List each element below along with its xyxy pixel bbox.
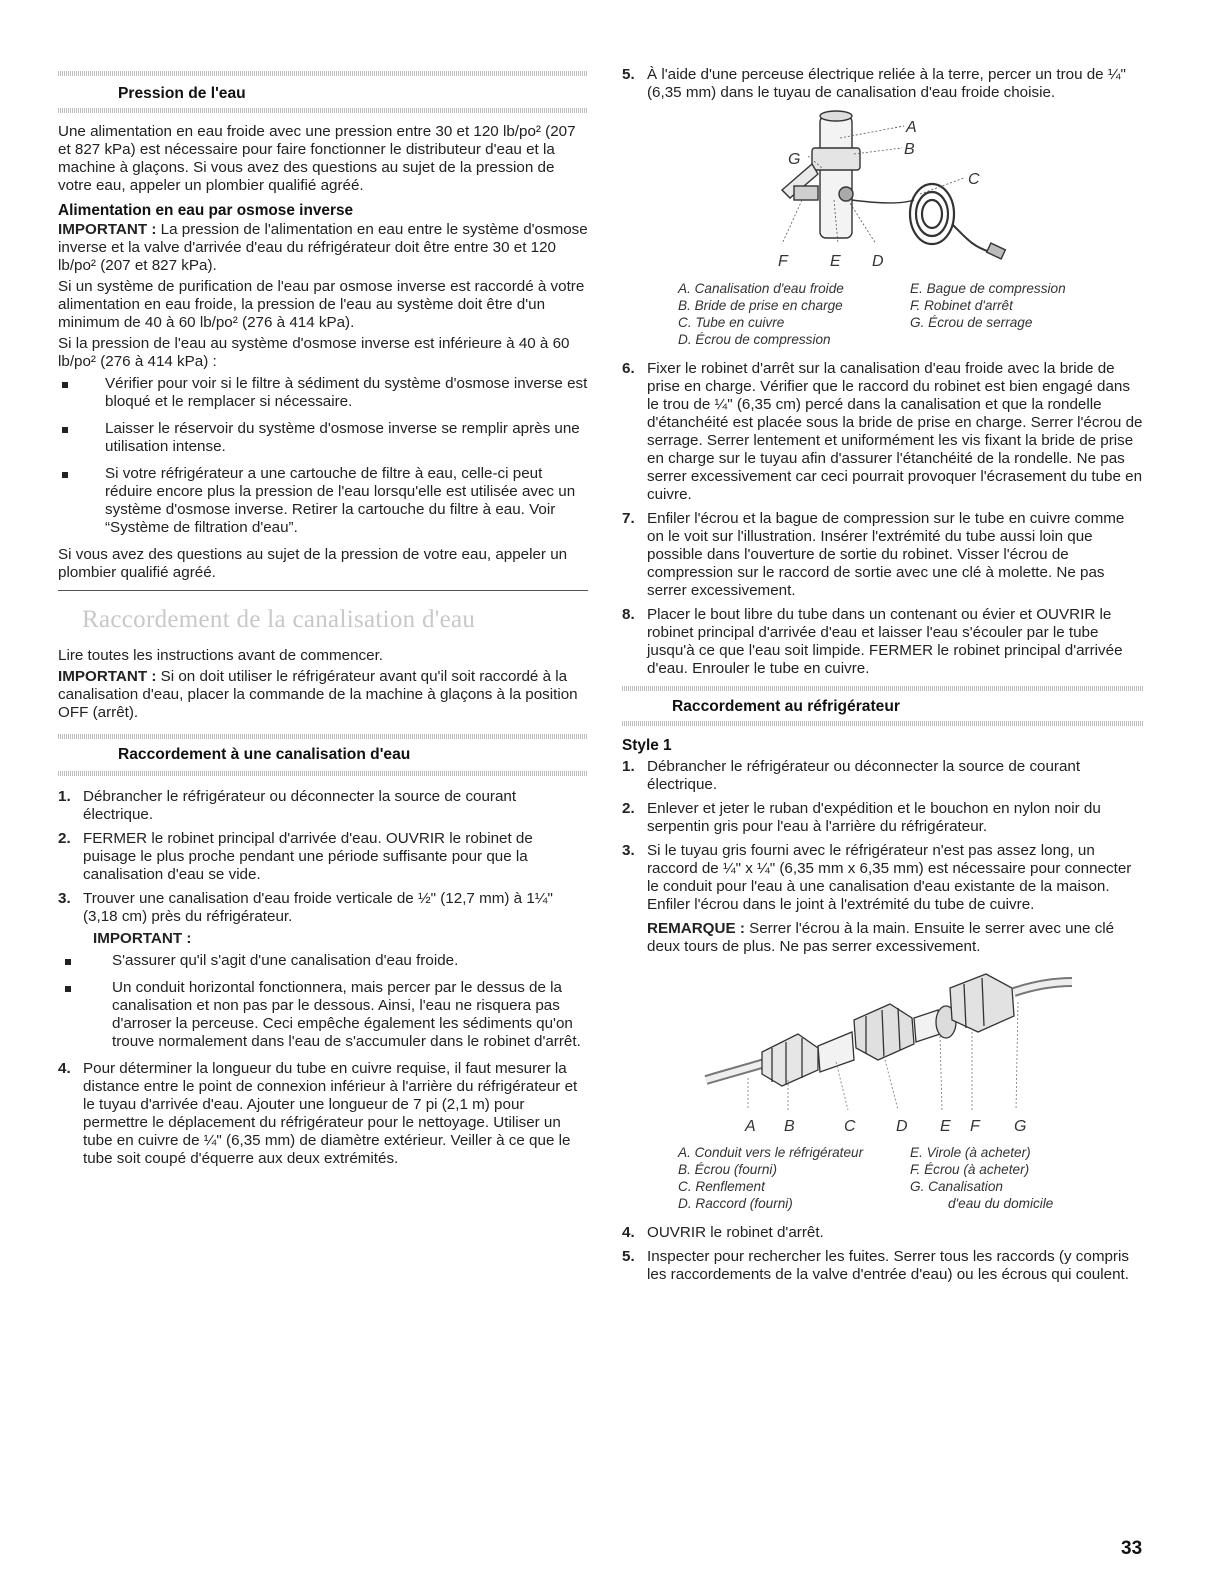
fig1-letter-b: B <box>904 141 915 158</box>
step-text: Débrancher le réfrigérateur ou déconnecter la source de courant électrique. <box>647 758 1081 793</box>
important-paragraph <box>58 221 588 275</box>
list-item <box>622 606 1144 678</box>
fig2-letter-e: E <box>940 1118 951 1135</box>
list-item <box>622 1224 1144 1242</box>
step-number: 2. <box>622 800 635 817</box>
page-number: 33 <box>1121 1538 1143 1559</box>
step-text: OUVRIR le robinet d'arrêt. <box>647 1224 824 1241</box>
important-label: IMPORTANT : <box>93 930 192 947</box>
paragraph: Si vous avez des questions au sujet de la pression de votre eau, appeler un plombier qualifié agréé. <box>58 546 568 581</box>
dotted-rule <box>58 71 588 76</box>
note-paragraph <box>647 920 1144 956</box>
step-text: Placer le bout libre du tube dans un contenant ou évier et OUVRIR le robinet principal d'arrivée d'eau et laisser l'eau s'écouler par le tube jusqu'à ce que l'eau soit limpide. FERMER le robinet principal d'arrivée d'eau. Enrouler le tube en cuivre. <box>647 606 1123 677</box>
paragraph: Une alimentation en eau froide avec une pression entre 30 et 120 lb/po² (207 et 827 kPa) est nécessaire pour faire fonctionner le distributeur d'eau et la machine à glaçons. Si vous avez des questions au sujet de la pression de votre eau, appeler un plombier qualifié agréé. <box>58 123 576 194</box>
list-item <box>622 66 1144 102</box>
bullet-list <box>61 952 588 1051</box>
note-text: Serrer l'écrou à la main. Ensuite le serrer avec une clé deux tours de plus. Ne pas serrer excessivement. <box>647 920 1115 955</box>
list-item <box>58 890 588 1051</box>
step-text: Si le tuyau gris fourni avec le réfrigérateur n'est pas assez long, un raccord de ¼" x ¼" (6,35 mm x 6,35 mm) est nécessaire pour connecter le conduit pour l'eau à une canalisation d'eau existante de la maison. Enfiler l'écrou dans le joint à l'extrémité du tube de cuivre. <box>647 842 1132 913</box>
fitting-illustration <box>622 962 1144 1122</box>
bullet-list <box>58 375 588 537</box>
fig2-letters <box>622 1118 1144 1138</box>
step-text: Enfiler l'écrou et la bague de compression sur le tube en cuivre comme on le voit sur l'illustration. Insérer l'extrémité du tube aussi loin que possible dans l'ouverture de sortie du robinet. Visser l'écrou de compression sur le raccord de sortie avec une clé à molette. Ne pas serrer excessivement. <box>647 510 1125 599</box>
fig2-letter-g: G <box>1014 1118 1027 1135</box>
style-title: Style 1 <box>622 737 672 754</box>
step-number: 4. <box>622 1224 635 1241</box>
dotted-rule <box>58 734 588 739</box>
caption-item: A. Canalisation d'eau froide <box>678 281 844 296</box>
dotted-rule <box>58 771 588 776</box>
caption-item: B. Bride de prise en charge <box>678 298 843 313</box>
numbered-list <box>622 360 1144 678</box>
caption-item: E. Virole (à acheter) <box>910 1145 1031 1160</box>
fig1-letter-e: E <box>830 253 841 270</box>
caption-item: G. Canalisation <box>910 1179 1003 1194</box>
left-column <box>58 0 588 1174</box>
step-number: 5. <box>622 1248 635 1265</box>
step-number: 8. <box>622 606 635 623</box>
dotted-rule <box>622 721 1144 726</box>
section-title-osmose: Alimentation en eau par osmose inverse <box>58 202 354 219</box>
important-label: IMPORTANT : <box>58 221 157 238</box>
list-item <box>58 1060 588 1168</box>
section-title-raccordement: Raccordement à une canalisation d'eau <box>118 746 411 763</box>
list-item <box>622 360 1144 504</box>
shutoff-valve-illustration <box>622 104 1144 280</box>
caption-item: G. Écrou de serrage <box>910 315 1033 330</box>
list-item: S'assurer qu'il s'agit d'une canalisation d'eau froide. <box>61 952 588 970</box>
caption-item: C. Renflement <box>678 1179 765 1194</box>
fig2-letter-d: D <box>896 1118 908 1135</box>
caption-item: C. Tube en cuivre <box>678 315 785 330</box>
important-text: Si on doit utiliser le réfrigérateur avant qu'il soit raccordé à la canalisation d'eau, placer la commande de la machine à glaçons à la position OFF (arrêt). <box>58 668 578 721</box>
caption-item: F. Robinet d'arrêt <box>910 298 1013 313</box>
caption-item: E. Bague de compression <box>910 281 1066 296</box>
figure-fitting <box>622 962 1144 1122</box>
paragraph: Lire toutes les instructions avant de commencer. <box>58 647 384 664</box>
fig2-letter-c: C <box>844 1118 856 1135</box>
list-item <box>58 788 588 824</box>
section-divider <box>58 590 588 591</box>
numbered-list <box>622 66 1144 102</box>
paragraph: Si un système de purification de l'eau par osmose inverse est raccordé à votre alimentation en eau froide, la pression de l'eau au système doit être d'un minimum de 40 à 60 lb/po² (276 à 414 kPa). <box>58 278 585 331</box>
list-item <box>622 842 1144 956</box>
list-item <box>622 800 1144 836</box>
note-label: REMARQUE : <box>647 920 745 937</box>
step-number: 1. <box>58 788 71 805</box>
step-text: Pour déterminer la longueur du tube en cuivre requise, il faut mesurer la distance entre le point de connexion inférieur à l'arrière du réfrigérateur et le tuyau d'arrivée d'eau. Ajouter une longueur de 7 pi (2,1 m) pour permettre le déplacement du réfrigérateur pour le nettoyage. Utiliser un tube en cuivre de ¼" (6,35 mm) de diamètre extérieur. Veiller à ce que le tube soit coupé d'équerre aux deux extrémités. <box>83 1060 578 1167</box>
list-item: Un conduit horizontal fonctionnera, mais percer par le dessus de la canalisation et non pas par le dessous. Ainsi, l'eau ne risquera pas d'arroser la perceuse. Ceci empêche également les sédiments qu'on trouve normalement dans l'eau de s'accumuler dans le robinet d'arrêt. <box>61 979 588 1051</box>
dotted-rule <box>58 108 588 113</box>
caption-item: F. Écrou (à acheter) <box>910 1162 1030 1177</box>
fig2-letter-f: F <box>970 1118 980 1135</box>
step-number: 5. <box>622 66 635 83</box>
step-text: Débrancher le réfrigérateur ou déconnecter la source de courant électrique. <box>83 788 517 823</box>
caption-right <box>910 280 1110 348</box>
step-number: 7. <box>622 510 635 527</box>
section-title-refrigerateur: Raccordement au réfrigérateur <box>672 698 900 715</box>
fig1-letter-c: C <box>968 171 980 188</box>
paragraph: Si la pression de l'eau au système d'osmose inverse est inférieure à 40 à 60 lb/po² (276 à 414 kPa) : <box>58 335 570 370</box>
important-label: IMPORTANT : <box>58 668 157 685</box>
step-text: À l'aide d'une perceuse électrique reliée à la terre, percer un trou de ¼" (6,35 mm) dans le tuyau de canalisation d'eau froide choisie. <box>647 66 1126 101</box>
numbered-list <box>622 1224 1144 1284</box>
step-number: 3. <box>622 842 635 859</box>
caption-right <box>910 1144 1110 1212</box>
caption-left <box>678 280 910 348</box>
step-number: 1. <box>622 758 635 775</box>
fig2-caption <box>678 1144 1144 1212</box>
caption-item: D. Raccord (fourni) <box>678 1196 793 1211</box>
figure-shutoff-valve <box>622 104 1144 280</box>
step-text: Enlever et jeter le ruban d'expédition et le bouchon en nylon noir du serpentin gris pour l'eau à l'arrière du réfrigérateur. <box>647 800 1101 835</box>
step-number: 4. <box>58 1060 71 1077</box>
list-item: Si votre réfrigérateur a une cartouche de filtre à eau, celle-ci peut réduire encore plus la pression de l'eau lorsqu'elle est utilisée avec un système d'osmose inverse. Retirer la cartouche du filtre à eau. Voir “Système de filtration d'eau”. <box>58 465 588 537</box>
fig1-letter-d: D <box>872 253 884 270</box>
dotted-rule <box>622 686 1144 691</box>
list-item <box>58 830 588 884</box>
fig2-letter-b: B <box>784 1118 795 1135</box>
important-text: La pression de l'alimentation en eau entre le système d'osmose inverse et la valve d'arrivée d'eau du réfrigérateur doit être entre 30 et 120 lb/po² (207 et 827 kPa). <box>58 221 588 274</box>
fig1-caption <box>678 280 1144 348</box>
list-item <box>622 1248 1144 1284</box>
step-number: 3. <box>58 890 71 907</box>
step-number: 2. <box>58 830 71 847</box>
caption-left <box>678 1144 910 1212</box>
caption-item: d'eau du domicile <box>948 1196 1054 1211</box>
section-title-pression: Pression de l'eau <box>118 85 246 102</box>
step-text: Trouver une canalisation d'eau froide verticale de ½" (12,7 mm) à 1¼" (3,18 cm) près du réfrigérateur. <box>83 890 553 925</box>
fig1-letter-f: F <box>778 253 788 270</box>
caption-item: D. Écrou de compression <box>678 332 831 347</box>
list-item <box>622 758 1144 794</box>
numbered-list <box>58 788 588 1168</box>
list-item: Laisser le réservoir du système d'osmose inverse se remplir après une utilisation intense. <box>58 420 588 456</box>
step-text: Fixer le robinet d'arrêt sur la canalisation d'eau froide avec la bride de prise en charge. Vérifier que le raccord du robinet est bien engagé dans le trou de ¼" (6,35 cm) percé dans la canalisation et que la rondelle d'étanchéité est placée sous la bride de prise en charge. Serrer l'écrou de serrage. Serrer lentement et uniformément les vis fixant la bride de prise en charge sur le tuyau afin d'assurer l'étanchéité de la rondelle. Ne pas serrer excessivement car ceci pourrait provoquer l'écrasement du tube en cuivre. <box>647 360 1143 503</box>
list-item <box>622 510 1144 600</box>
step-text: Inspecter pour rechercher les fuites. Serrer tous les raccords (y compris les raccordements de la valve d'entrée d'eau) ou les écrous qui coulent. <box>647 1248 1129 1283</box>
step-text: FERMER le robinet principal d'arrivée d'eau. OUVRIR le robinet de puisage le plus proche pendant une période suffisante pour que la canalisation d'eau se vide. <box>83 830 533 883</box>
caption-item: B. Écrou (fourni) <box>678 1162 777 1177</box>
list-item: Vérifier pour voir si le filtre à sédiment du système d'osmose inverse est bloqué et le remplacer si nécessaire. <box>58 375 588 411</box>
important-paragraph <box>58 668 588 722</box>
fig2-letter-a: A <box>745 1118 756 1135</box>
caption-item: A. Conduit vers le réfrigérateur <box>678 1145 864 1160</box>
chapter-title: Raccordement de la canalisation d'eau <box>82 606 476 633</box>
step-number: 6. <box>622 360 635 377</box>
numbered-list <box>622 758 1144 956</box>
fig1-letter-g: G <box>788 151 801 168</box>
right-column <box>622 0 1144 1290</box>
fig1-letter-a: A <box>906 119 917 136</box>
